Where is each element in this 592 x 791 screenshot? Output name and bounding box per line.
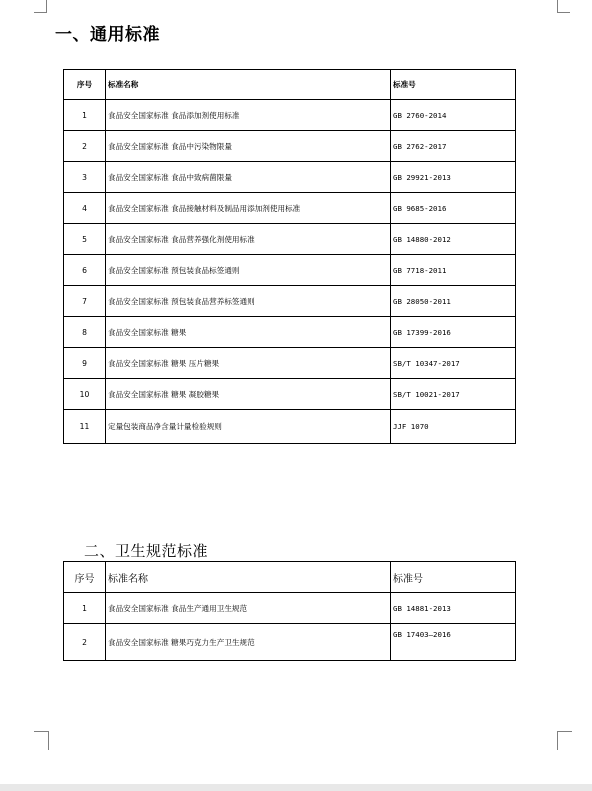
section-title-hygiene: 二、卫生规范标准	[84, 542, 209, 560]
row-name: 食品安全国家标准 食品营养强化剂使用标准	[106, 224, 391, 255]
row-no: 1	[64, 593, 106, 624]
row-code: GB 2760-2014	[391, 100, 516, 131]
header-no: 序号	[64, 70, 106, 100]
header-code: 标准号	[391, 70, 516, 100]
table-row	[64, 379, 516, 410]
row-code: GB 7718-2011	[391, 255, 516, 286]
row-no: 8	[64, 317, 106, 348]
row-code: GB 29921-2013	[391, 162, 516, 193]
row-code: GB 14881-2013	[391, 593, 516, 624]
row-no: 3	[64, 162, 106, 193]
row-no: 2	[64, 624, 106, 661]
page-corner-mark-top-left	[34, 0, 47, 13]
row-name: 食品安全国家标准 食品中致病菌限量	[106, 162, 391, 193]
row-name: 食品安全国家标准 糖果巧克力生产卫生规范	[106, 624, 391, 661]
table-row	[64, 193, 516, 224]
row-code: GB 9685-2016	[391, 193, 516, 224]
row-no: 2	[64, 131, 106, 162]
table-row	[64, 162, 516, 193]
row-name: 食品安全国家标准 糖果 压片糖果	[106, 348, 391, 379]
row-no: 9	[64, 348, 106, 379]
row-code: GB 17403—2016	[391, 624, 516, 661]
row-name: 定量包装商品净含量计量检验规则	[106, 410, 391, 444]
row-code: GB 2762-2017	[391, 131, 516, 162]
general-standards-table	[63, 69, 516, 444]
row-no: 1	[64, 100, 106, 131]
row-code: SB/T 10021-2017	[391, 379, 516, 410]
table-row	[64, 624, 516, 661]
table-row	[64, 348, 516, 379]
section-title-general: 一、通用标准	[55, 25, 160, 45]
header-name: 标准名称	[106, 562, 391, 593]
header-code: 标准号	[391, 562, 516, 593]
table-row	[64, 131, 516, 162]
table-header-row	[64, 562, 516, 593]
row-code: GB 14880-2012	[391, 224, 516, 255]
row-code: GB 17399-2016	[391, 317, 516, 348]
row-name: 食品安全国家标准 食品接触材料及制品用添加剂使用标准	[106, 193, 391, 224]
header-name: 标准名称	[106, 70, 391, 100]
table-header-row	[64, 70, 516, 100]
page-gap	[0, 784, 592, 791]
table-row	[64, 317, 516, 348]
page-corner-mark-bottom-right	[557, 731, 572, 750]
row-no: 4	[64, 193, 106, 224]
table-row	[64, 593, 516, 624]
row-no: 5	[64, 224, 106, 255]
row-code: SB/T 10347-2017	[391, 348, 516, 379]
row-name: 食品安全国家标准 预包装食品标签通则	[106, 255, 391, 286]
row-name: 食品安全国家标准 糖果 凝胶糖果	[106, 379, 391, 410]
row-code: GB 28050-2011	[391, 286, 516, 317]
row-no: 10	[64, 379, 106, 410]
row-no: 7	[64, 286, 106, 317]
row-no: 6	[64, 255, 106, 286]
row-name: 食品安全国家标准 食品添加剂使用标准	[106, 100, 391, 131]
row-no: 11	[64, 410, 106, 444]
row-name: 食品安全国家标准 预包装食品营养标签通则	[106, 286, 391, 317]
row-name: 食品安全国家标准 食品中污染物限量	[106, 131, 391, 162]
table-row	[64, 100, 516, 131]
header-no: 序号	[64, 562, 106, 593]
table-row	[64, 410, 516, 444]
row-code: JJF 1070	[391, 410, 516, 444]
page-corner-mark-bottom-left	[34, 731, 49, 750]
row-name: 食品安全国家标准 食品生产通用卫生规范	[106, 593, 391, 624]
hygiene-standards-table	[63, 561, 516, 661]
table-row	[64, 286, 516, 317]
table-row	[64, 255, 516, 286]
page-corner-mark-top-right	[557, 0, 570, 13]
table-row	[64, 224, 516, 255]
row-name: 食品安全国家标准 糖果	[106, 317, 391, 348]
